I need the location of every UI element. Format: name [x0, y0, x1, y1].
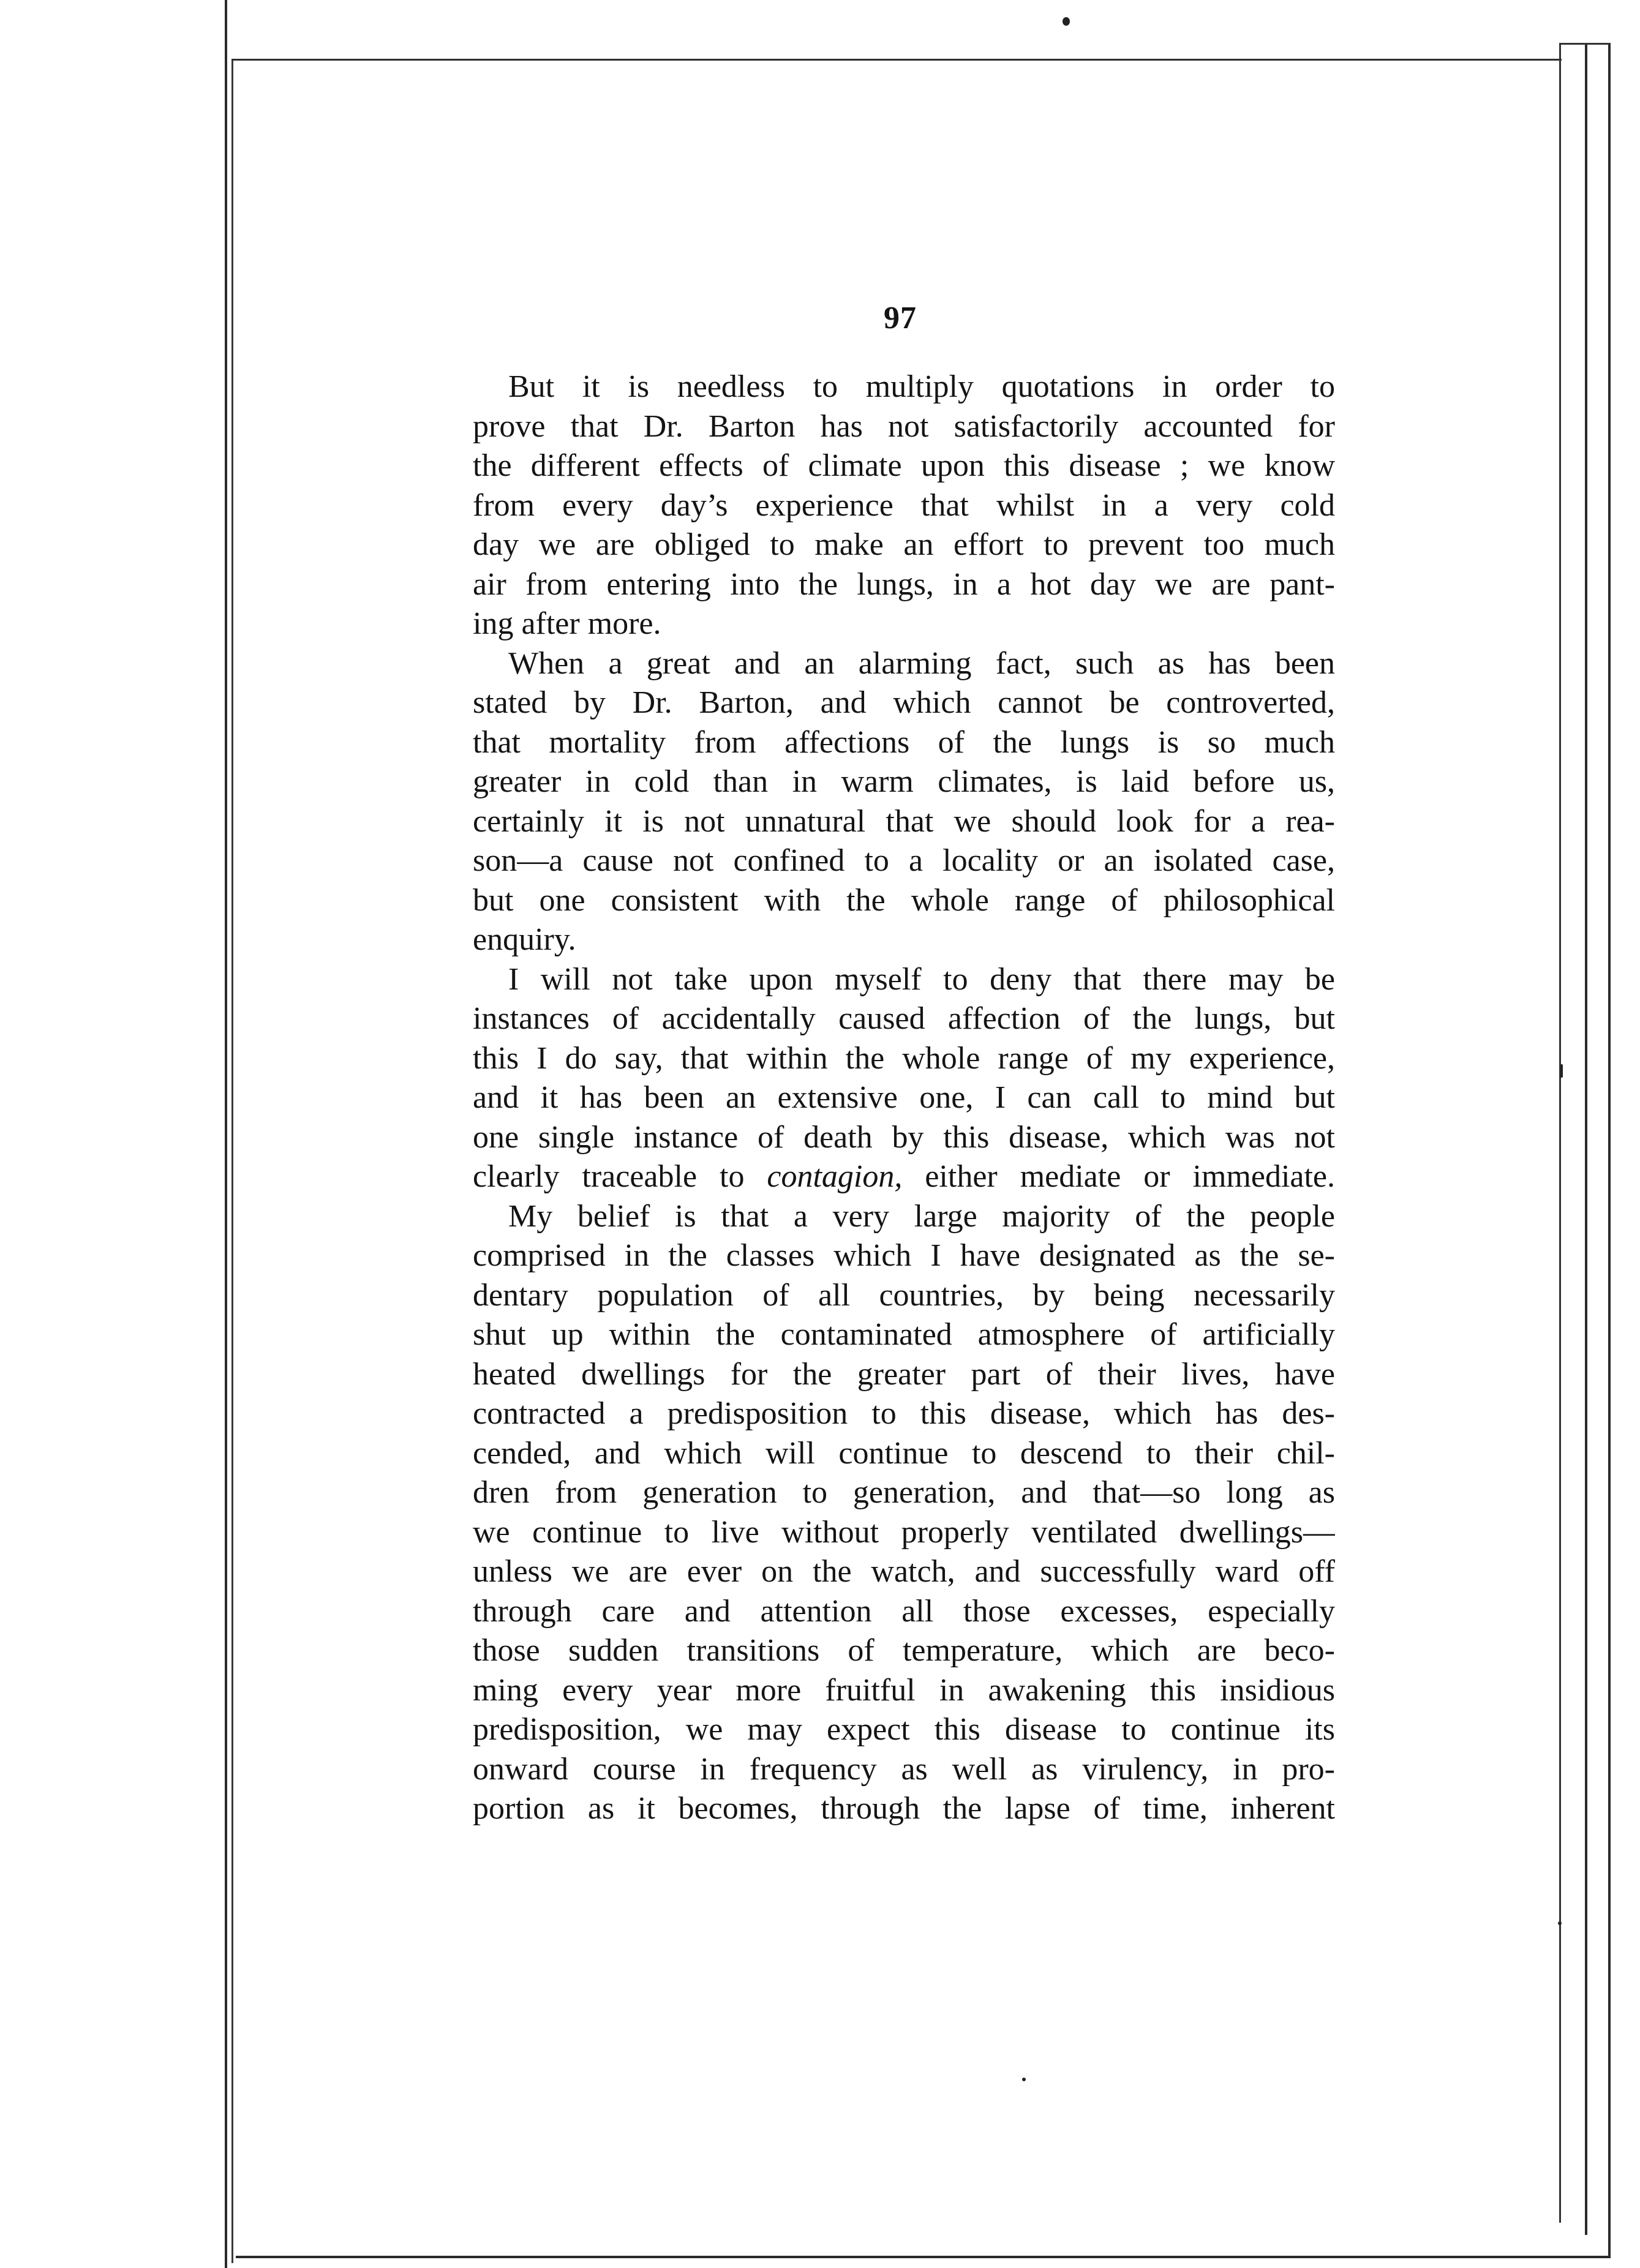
text-line: from every day’s experience that whilst in a very cold — [473, 487, 1335, 523]
text-line: portion as it becomes, through the lapse of time, inherent — [473, 1791, 1335, 1826]
page-frame-right-1 — [1559, 43, 1561, 2223]
text-line: But it is needless to multiply quotations in order to — [508, 369, 1335, 404]
text-line: those sudden transitions of temperature, which are beco- — [473, 1633, 1335, 1668]
text-line: certainly it is not unnatural that we should look for a rea- — [473, 803, 1335, 839]
text-line: dentary population of all countries, by being necessarily — [473, 1277, 1335, 1313]
text-line: heated dwellings for the greater part of their lives, have — [473, 1356, 1335, 1392]
paragraph — [473, 960, 1335, 1197]
text-line: ing after more. — [473, 606, 661, 641]
text-line: My belief is that a very large majority of the people — [508, 1198, 1335, 1234]
paragraph — [473, 1197, 1335, 1829]
page-frame-bottom — [236, 2256, 1611, 2258]
text-line: this I do say, that within the whole range of my experience, — [473, 1040, 1335, 1076]
page-number: 97 — [884, 301, 917, 336]
paragraph — [473, 644, 1335, 960]
page-frame-right-2 — [1585, 43, 1587, 2235]
text-line: instances of accidentally caused affection of the lungs, but — [473, 1001, 1335, 1036]
body-text — [473, 367, 1335, 1829]
text-line: one single instance of death by this disease, which was not — [473, 1119, 1335, 1155]
text-line: cended, and which will continue to descend to their chil- — [473, 1435, 1335, 1471]
text-line: ming every year more fruitful in awakening this insidious — [473, 1672, 1335, 1708]
text-line: son—a cause not confined to a locality or an isolated case, — [473, 843, 1335, 878]
text-line: shut up within the contaminated atmosphere of artificially — [473, 1317, 1335, 1352]
scan-speck — [1560, 1064, 1563, 1078]
text-line: unless we are ever on the watch, and successfully ward off — [473, 1554, 1335, 1589]
text-line: dren from generation to generation, and that—so long as — [473, 1475, 1335, 1510]
scan-speck — [1063, 17, 1070, 26]
text-line: contracted a predisposition to this disease, which has des- — [473, 1396, 1335, 1431]
page-frame-top — [231, 59, 1562, 61]
text-line: the different effects of climate upon this disease ; we know — [473, 448, 1335, 483]
text-line: comprised in the classes which I have designated as the se- — [473, 1238, 1335, 1273]
text-line: prove that Dr. Barton has not satisfactorily accounted for — [473, 408, 1335, 444]
text-line: predisposition, we may expect this disease to continue its — [473, 1712, 1335, 1747]
text-line: through care and attention all those excesses, especially — [473, 1593, 1335, 1629]
text-run: either mediate or immediate. — [902, 1159, 1335, 1194]
paragraph — [473, 367, 1335, 644]
text-line: but one consistent with the whole range of philosophical — [473, 882, 1335, 918]
text-line: enquiry. — [473, 922, 576, 957]
scan-speck — [1558, 1921, 1562, 1925]
scan-speck — [1022, 2078, 1026, 2081]
text-line: When a great and an alarming fact, such as has been — [508, 645, 1335, 681]
text-line: we continue to live without properly ventilated dwellings— — [473, 1514, 1335, 1550]
page-frame-left-outer — [225, 0, 227, 2268]
text-line: greater in cold than in warm climates, is laid before us, — [473, 764, 1335, 799]
text-line: day we are obliged to make an effort to prevent too much — [473, 527, 1335, 562]
emphasized-word: contagion, — [767, 1159, 903, 1194]
text-line: air from entering into the lungs, in a hot day we are pant- — [473, 566, 1335, 602]
text-line-with-emphasis — [473, 1157, 1335, 1197]
text-line: that mortality from affections of the lungs is so much — [473, 724, 1335, 760]
page-frame-right-3 — [1608, 43, 1611, 2258]
text-line: onward course in frequency as well as virulency, in pro- — [473, 1751, 1335, 1787]
page-frame-corner-top — [1561, 43, 1610, 45]
text-line: stated by Dr. Barton, and which cannot be controverted, — [473, 685, 1335, 720]
text-run: clearly traceable to — [473, 1159, 767, 1194]
page-frame-left-inner — [231, 59, 233, 2263]
text-line: and it has been an extensive one, I can call to mind but — [473, 1080, 1335, 1115]
text-line: I will not take upon myself to deny that there may be — [508, 961, 1335, 997]
